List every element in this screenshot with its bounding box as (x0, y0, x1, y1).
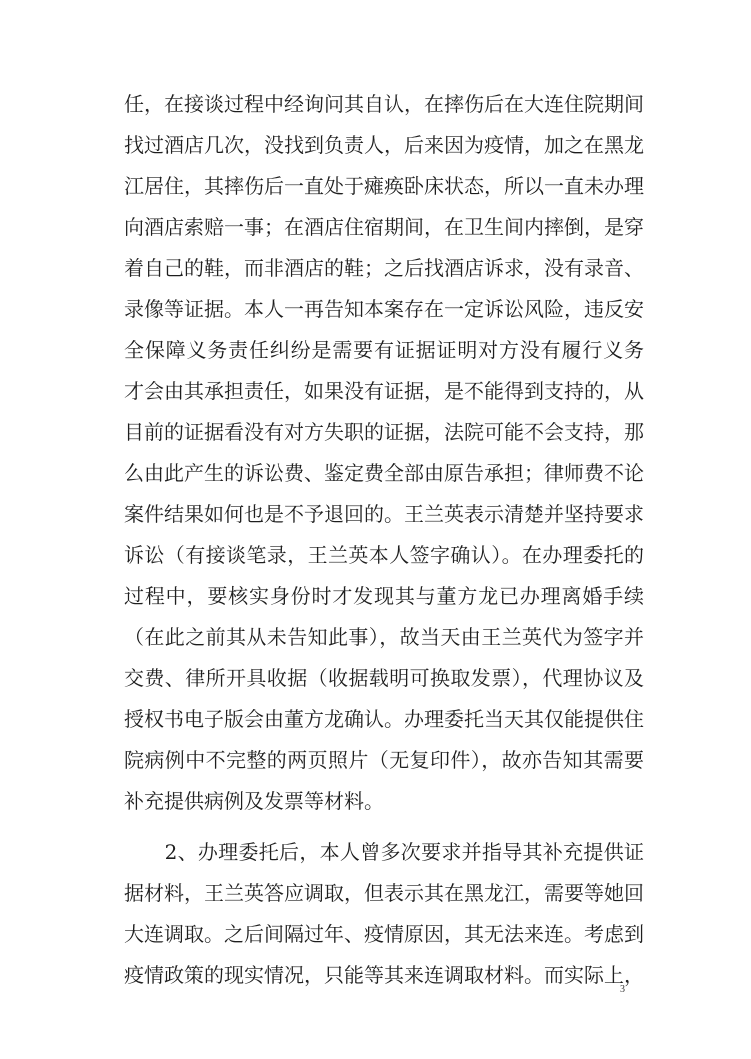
body-text (124, 84, 644, 996)
text-line: 补充提供病例及发票等材料。 (124, 789, 384, 813)
text-line: 任，在接谈过程中经询问其自认，在摔伤后在大连住院期间 (124, 92, 644, 116)
text-line: 录像等证据。本人一再告知本案存在一定诉讼风险，违反安 (124, 297, 644, 321)
paragraph-1 (124, 84, 644, 822)
text-line: 大连调取。之后间隔过年、疫情原因，其无法来连。考虑到 (124, 922, 644, 946)
text-line: 疫情政策的现实情况，只能等其来连调取材料。而实际上， (124, 963, 644, 987)
text-line: 诉讼（有接谈笔录，王兰英本人签字确认）。在办理委托的 (124, 543, 644, 567)
text-line: 目前的证据看没有对方失职的证据，法院可能不会支持，那 (124, 420, 644, 444)
text-line: 着自己的鞋，而非酒店的鞋；之后找酒店诉求，没有录音、 (124, 256, 644, 280)
text-line: 交费、律所开具收据（收据载明可换取发票），代理协议及 (124, 666, 644, 690)
page-number: 3 (620, 984, 625, 995)
text-line: 授权书电子版会由董方龙确认。办理委托当天其仅能提供住 (124, 707, 644, 731)
text-line: （在此之前其从未告知此事），故当天由王兰英代为签字并 (124, 625, 644, 649)
text-line: 江居住，其摔伤后一直处于瘫痪卧床状态，所以一直未办理 (124, 174, 644, 198)
text-line: 院病例中不完整的两页照片（无复印件），故亦告知其需要 (124, 748, 644, 772)
text-line: 向酒店索赔一事；在酒店住宿期间，在卫生间内摔倒，是穿 (124, 215, 644, 239)
text-line: 案件结果如何也是不予退回的。王兰英表示清楚并坚持要求 (124, 502, 644, 526)
text-line: 找过酒店几次，没找到负责人，后来因为疫情，加之在黑龙 (124, 133, 644, 157)
text-line: 过程中，要核实身份时才发现其与董方龙已办理离婚手续 (124, 584, 644, 608)
text-line: 2、办理委托后，本人曾多次要求并指导其补充提供证 (124, 840, 644, 864)
paragraph-2 (124, 832, 644, 996)
text-line: 才会由其承担责任，如果没有证据，是不能得到支持的，从 (124, 379, 644, 403)
text-line: 据材料，王兰英答应调取，但表示其在黑龙江，需要等她回 (124, 881, 644, 905)
text-line: 全保障义务责任纠纷是需要有证据证明对方没有履行义务 (124, 338, 644, 362)
text-line: 么由此产生的诉讼费、鉴定费全部由原告承担；律师费不论 (124, 461, 644, 485)
